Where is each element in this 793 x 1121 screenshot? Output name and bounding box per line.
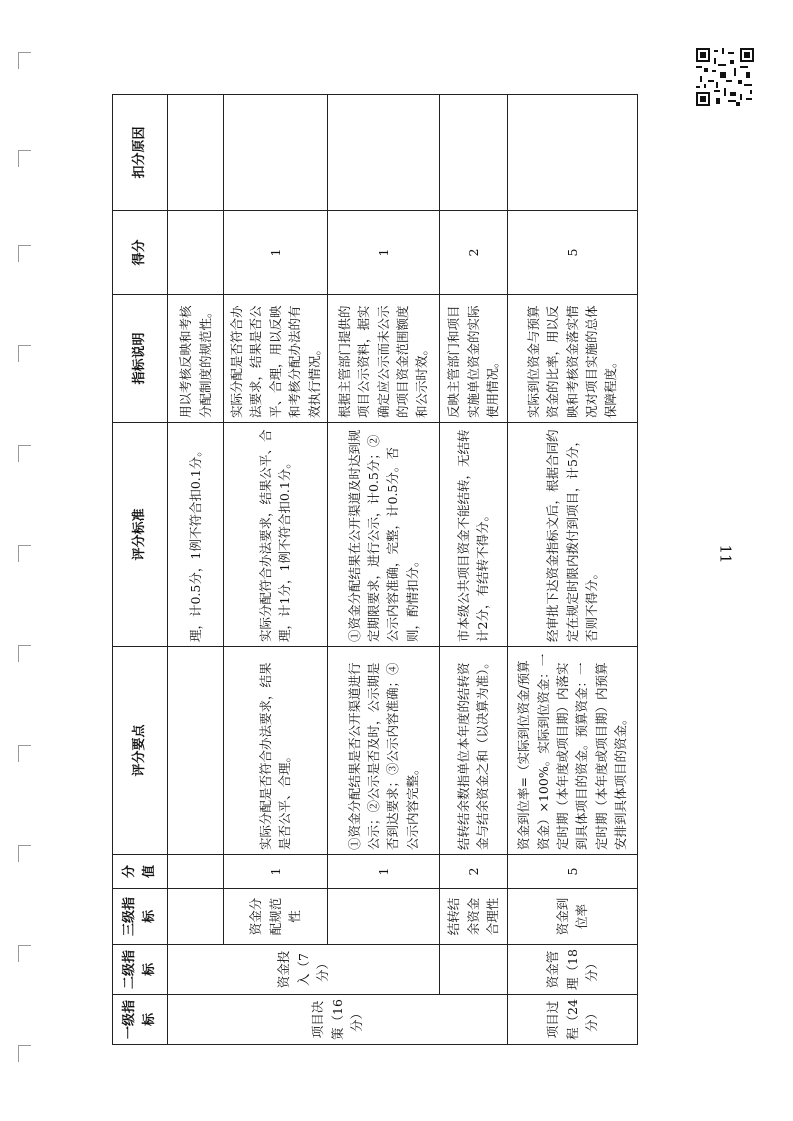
cell-reason	[224, 95, 328, 211]
cell-explain: 根据主管部门提供的项目公示资料，据实确定应公示而未公示的项目资金范围额度和公示时效。	[327, 295, 439, 423]
table-row	[327, 95, 439, 1045]
header-score: 分值	[113, 855, 168, 889]
cell-score: 5	[507, 855, 637, 889]
cell-reason	[327, 95, 439, 211]
binding-mark	[18, 150, 31, 167]
cell-points: 实际分配是否符合办法要求，结果是否公平、合理。	[224, 647, 328, 855]
header-reason: 扣分原因	[113, 95, 168, 211]
binding-mark	[18, 945, 31, 962]
cell-points: 结转结余数指单位本年度的结转资金与结余资金之和（以决算为准）。	[439, 647, 507, 855]
cell-got: 5	[507, 211, 637, 295]
cell-level3: 资金分配规范性	[224, 889, 328, 945]
cell-points: ①资金分配结果是否公开渠道进行公示；②公示是否及时，公示期是否到达要求；③公示内容准确；④公示内容完整。	[327, 647, 439, 855]
cell-points: 资金到位率=（实际到位资金/预算资金）×100%。实际到位资金：一定时期（本年度或项目期）内落实到具体项目的资金。预算资金：一定时期（本年度或项目期）内预算安排到具体项目的资金。	[507, 647, 637, 855]
header-got: 得分	[113, 211, 168, 295]
cell-explain: 反映主管部门和项目实施单位资金的实际使用情况。	[439, 295, 507, 423]
table-row	[439, 95, 507, 1045]
header-level2: 二级指标	[113, 945, 168, 995]
cell-level3: 结转结余资金合理性	[439, 889, 507, 945]
header-points: 评分要点	[113, 647, 168, 855]
cell-criteria: ①资金分配结果在公开渠道及时达到规定期限要求，进行公示，计0.5分；②公示内容准确，完整，计0.5分。否则，酌情扣分。	[327, 423, 439, 647]
cell-level2: 资金投入（7分）	[168, 945, 440, 995]
cell-got: 1	[327, 211, 439, 295]
binding-mark	[18, 545, 31, 562]
binding-mark	[18, 52, 31, 69]
table-row	[507, 95, 637, 1045]
cell-reason	[439, 95, 507, 211]
cell-empty	[168, 889, 224, 945]
cell-explain: 实际分配是否符合办法要求，结果是否公平、合理，用以反映和考核分配办法的有效执行情况。	[224, 295, 328, 423]
cell-empty	[327, 889, 439, 945]
cell-empty	[168, 647, 224, 855]
cell-score: 1	[224, 855, 328, 889]
qr-code	[696, 48, 754, 106]
cell-score: 2	[439, 855, 507, 889]
cell-got	[168, 211, 224, 295]
binding-mark	[18, 645, 31, 662]
page-number: 11	[716, 544, 735, 564]
table-row	[224, 95, 328, 1045]
cell-empty	[439, 945, 507, 995]
header-level3: 三级指标	[113, 889, 168, 945]
binding-mark	[18, 845, 31, 862]
binding-mark	[18, 1045, 31, 1062]
table-row	[168, 95, 224, 1045]
cell-level1: 项目决策（16分）	[168, 995, 508, 1045]
binding-mark	[18, 245, 31, 262]
cell-got: 2	[439, 211, 507, 295]
evaluation-table	[112, 94, 638, 1045]
cell-criteria: 理，计0.5分，1例不符合扣0.1分。	[168, 423, 224, 647]
cell-criteria: 经审批下达资金指标文后，根据合同约定在规定时限内拨付到项目，计5分，否则不得分。	[507, 423, 637, 647]
rotated-table-wrapper	[112, 95, 678, 1045]
cell-empty	[168, 855, 224, 889]
cell-explain: 用以考核反映和考核分配制度的规范性。	[168, 295, 224, 423]
cell-score: 1	[327, 855, 439, 889]
cell-explain: 实际到位资金与预算资金的比率，用以反映和考核资金落实情况对项目实施的总体保障程度。	[507, 295, 637, 423]
cell-reason	[168, 95, 224, 211]
cell-level2: 资金管理（18分）	[507, 945, 637, 995]
cell-level1: 项目过程（24分）	[507, 995, 637, 1045]
cell-criteria: 市本级公共项目资金不能结转，无结转计2分，有结转不得分。	[439, 423, 507, 647]
table-header-row	[113, 95, 168, 1045]
cell-got: 1	[224, 211, 328, 295]
binding-mark	[18, 445, 31, 462]
header-level1: 一级指标	[113, 995, 168, 1045]
header-criteria: 评分标准	[113, 423, 168, 647]
header-explain: 指标说明	[113, 295, 168, 423]
binding-mark	[18, 345, 31, 362]
cell-reason	[507, 95, 637, 211]
cell-level3: 资金到位率	[507, 889, 637, 945]
binding-mark	[18, 745, 31, 762]
cell-criteria: 实际分配符合办法要求，结果公平、合理，计1分，1例不符合扣0.1分。	[224, 423, 328, 647]
